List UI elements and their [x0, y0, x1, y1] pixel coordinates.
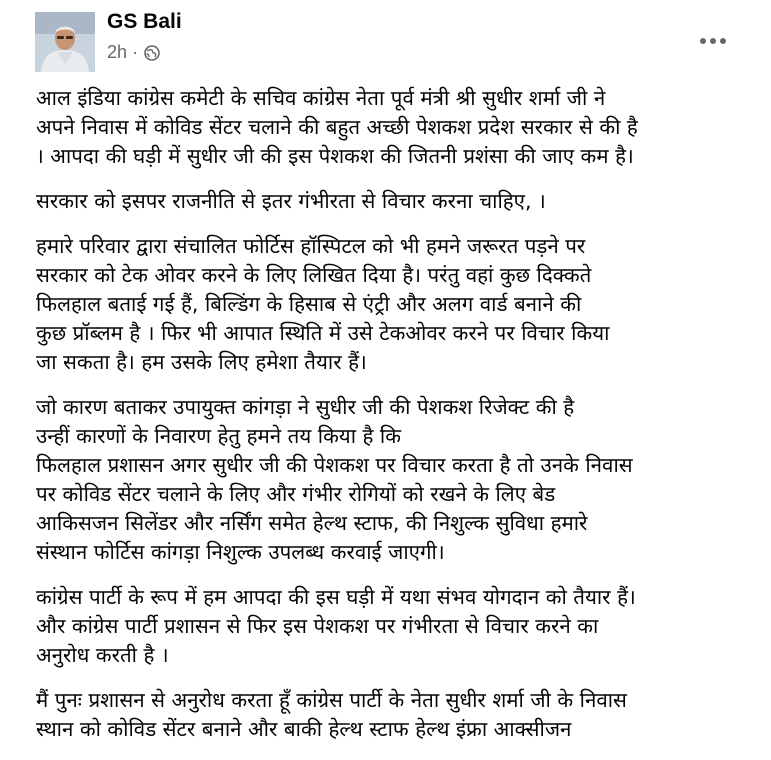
text-line: कुछ प्रॉब्लम है । फिर भी आपात स्थिति में उसे टेकओवर करने पर विचार किया: [36, 321, 610, 345]
text-line: संस्थान फोर्टिस कांगड़ा निशुल्क उपलब्ध करवाई जाएगी।: [36, 540, 445, 564]
text-line: सरकार को टेक ओवर करने के लिए लिखित दिया है। परंतु वहां कुछ दिक्कते: [36, 263, 592, 287]
paragraph: [36, 583, 752, 670]
meta-separator: ·: [132, 42, 139, 62]
text-line: स्थान को कोविड सेंटर बनाने और बाकी हेल्थ स्टाफ हेल्थ इंफ्रा आक्सीजन: [36, 717, 572, 741]
paragraph: [36, 686, 752, 744]
paragraph: [36, 84, 752, 171]
text-line: जा सकता है। हम उसके लिए हमेशा तैयार हैं।: [36, 350, 367, 374]
paragraph: [36, 393, 752, 567]
text-line: पर कोविड सेंटर चलाने के लिए और गंभीर रोगियों को रखने के लिए बेड: [36, 482, 556, 506]
text-line: हमारे परिवार द्वारा संचालित फोर्टिस हॉस्पिटल को भी हमने जरूरत पड़ने पर: [36, 234, 586, 258]
text-line: आकिसजन सिलेंडर और नर्सिंग समेत हेल्थ स्टाफ, की निशुल्क सुविधा हमारे: [36, 511, 588, 535]
text-line: मैं पुनः प्रशासन से अनुरोध करता हूँ कांग्रेस पार्टी के नेता सुधीर शर्मा जी के निवास: [36, 688, 627, 712]
text-line: । आपदा की घड़ी में सुधीर जी की इस पेशकश की जितनी प्रशंसा की जाए कम है।: [36, 144, 634, 168]
text-line: आल इंडिया कांग्रेस कमेटी के सचिव कांग्रेस नेता पूर्व मंत्री श्री सुधीर शर्मा जी ने: [36, 86, 606, 110]
paragraph: [36, 187, 752, 216]
text-line: कांग्रेस पार्टी के रूप में हम आपदा की इस घड़ी में यथा संभव योगदान को तैयार हैं।: [36, 585, 636, 609]
text-line: अनुरोध करती है ।: [36, 643, 169, 667]
avatar[interactable]: [35, 12, 95, 72]
text-line: उन्हीं कारणों के निवारण हेतु हमने तय किया है कि: [36, 424, 401, 448]
text-line: जो कारण बताकर उपायुक्त कांगड़ा ने सुधीर जी की पेशकश रिजेक्ट की है: [36, 395, 575, 419]
globe-icon[interactable]: [144, 45, 160, 61]
text-line: फिलहाल प्रशासन अगर सुधीर जी की पेशकश पर विचार करता है तो उनके निवास: [36, 453, 633, 477]
text-line: अपने निवास में कोविड सेंटर चलाने की बहुत अच्छी पेशकश प्रदेश सरकार से की है: [36, 115, 638, 139]
post-body: [36, 84, 752, 760]
post-timestamp[interactable]: 2h: [107, 42, 128, 62]
author-name[interactable]: GS Bali: [107, 10, 182, 33]
text-line: सरकार को इसपर राजनीति से इतर गंभीरता से विचार करना चाहिए, ।: [36, 189, 546, 213]
more-options-icon: [700, 38, 706, 44]
text-line: फिलहाल बताई गई हैं, बिल्डिंग के हिसाब से एंट्री और अलग वार्ड बनाने की: [36, 292, 582, 316]
profile-photo: [35, 12, 95, 72]
paragraph: [36, 232, 752, 377]
text-line: और कांग्रेस पार्टी प्रशासन से फिर इस पेशकश पर गंभीरता से विचार करने का: [36, 614, 599, 638]
post-header: [0, 0, 771, 80]
post-meta: [107, 42, 160, 63]
more-options-button[interactable]: [693, 26, 733, 56]
